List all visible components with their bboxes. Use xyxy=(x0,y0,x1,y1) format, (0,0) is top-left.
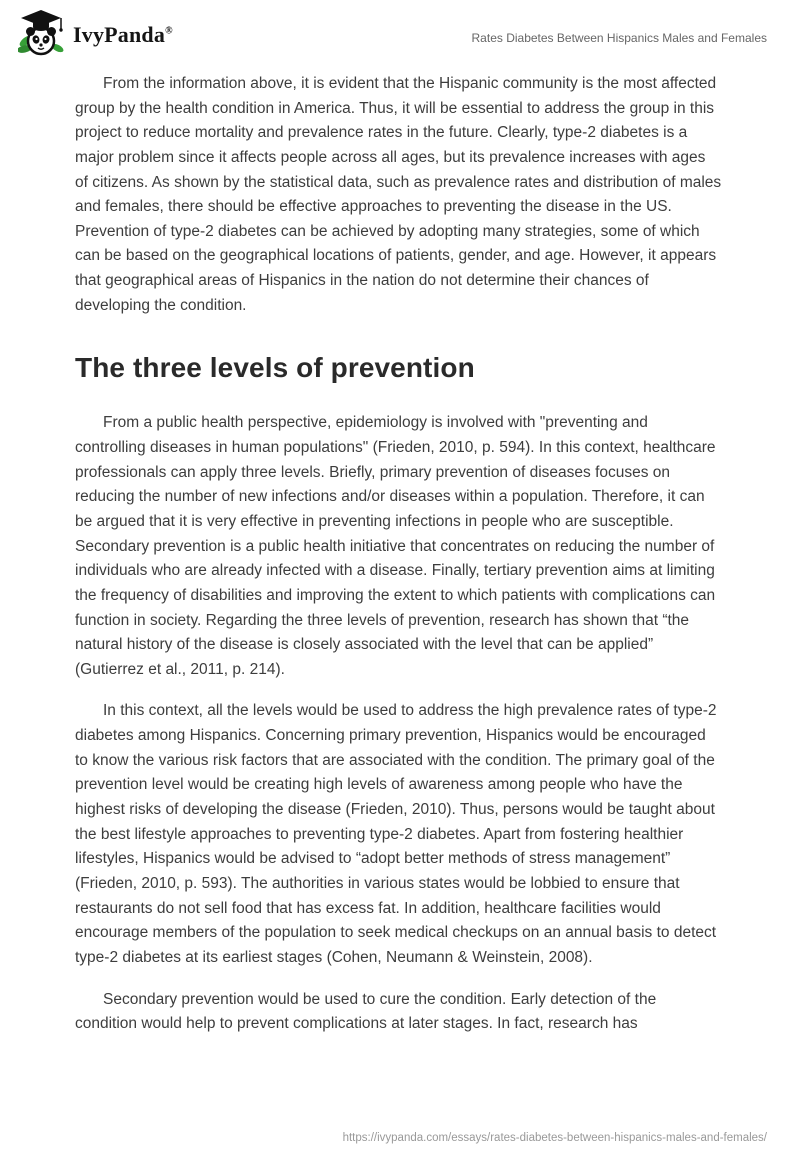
registered-mark: ® xyxy=(165,25,173,37)
panda-graduation-cap-icon xyxy=(18,8,64,63)
section-heading: The three levels of prevention xyxy=(75,352,475,384)
header xyxy=(0,0,800,62)
brand-name: IvyPanda® xyxy=(73,22,173,47)
document-title: Rates Diabetes Between Hispanics Males and Females xyxy=(471,31,767,45)
paragraph-levels: From a public health perspective, epidemiology is involved with "preventing and controlling diseases in human populations" (Frieden, 2010, p. 594). In this context, healthcare professionals can apply three levels. Briefly, primary prevention of diseases focuses on reducing the number of new infections and/or diseases within a population. Therefore, it can be argued that it is very effective in preventing infections in people who are susceptible. Secondary prevention is a public health initiative that concentrates on reducing the number of individuals who are already infected with a disease. Finally, tertiary prevention aims at limiting the frequency of disabilities and improving the extent to which patients with complications can function in society. Regarding the three levels of prevention, research has shown that “the natural history of the disease is closely associated with the level that can be applied” (Gutierrez et al., 2011, p. 214). xyxy=(75,414,716,678)
paragraph-application: In this context, all the levels would be used to address the high prevalence rates of type-2 diabetes among Hispanics. Concerning primary prevention, Hispanics would be encouraged to know the various risk factors that are associated with the condition. The primary goal of the prevention level would be creating high levels of awareness among people who have the highest risks of developing the disease (Frieden, 2010). Thus, persons would be taught about the best lifestyle approaches to preventing type-2 diabetes. Apart from fostering healthier lifestyles, Hispanics would be advised to “adopt better methods of stress management” (Frieden, 2010, p. 593). The authorities in various states would be lobbied to ensure that restaurants do not sell food that has excess fat. In addition, healthcare facilities would encourage members of the population to seek medical checkups on an annual basis to detect type-2 diabetes at its earliest stages (Cohen, Neumann & Weinstein, 2008). xyxy=(75,702,717,966)
ivypanda-logo[interactable] xyxy=(18,8,173,63)
paragraph-secondary: Secondary prevention would be used to cure the condition. Early detection of the condition would help to prevent complications at later stages. In fact, research has xyxy=(75,990,657,1033)
footer-source-url: https://ivypanda.com/essays/rates-diabetes-between-hispanics-males-and-females/ xyxy=(342,1132,767,1144)
article-content xyxy=(0,62,800,1037)
paragraph-intro: From the information above, it is evident that the Hispanic community is the most affected group by the health condition in America. Thus, it will be essential to address the group in this project to reduce mortality and prevalence rates in the future. Clearly, type-2 diabetes is a major problem since it affects people across all ages, but its prevalence increases with ages of citizens. As shown by the statistical data, such as prevalence rates and distribution of males and females, there should be effective approaches to preventing the disease in the US. Prevention of type-2 diabetes can be achieved by adopting many strategies, some of which can be based on the geographical locations of patients, gender, and age. However, it appears that geographical areas of Hispanics in the nation do not determine their chances of developing the condition. xyxy=(75,75,722,314)
